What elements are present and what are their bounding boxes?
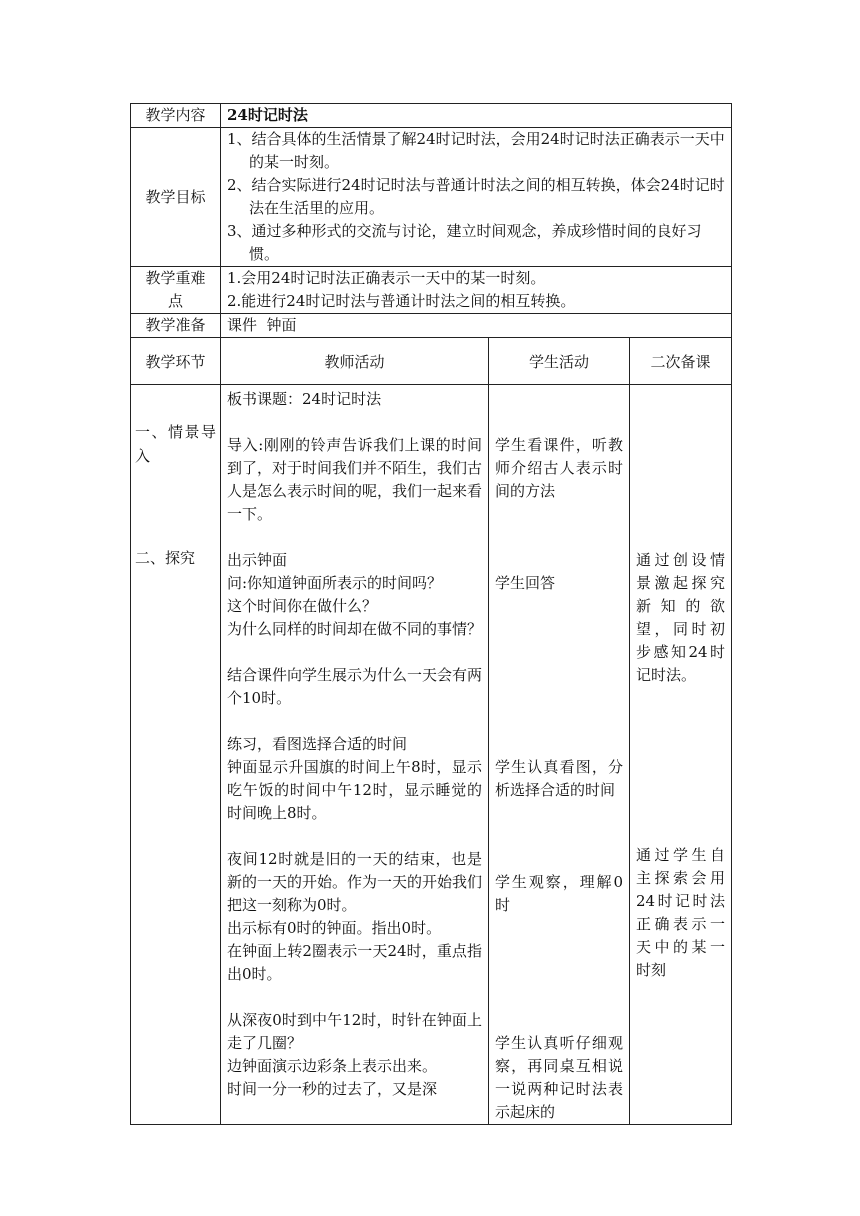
teacher-line: 出示钟面 xyxy=(227,551,288,569)
teacher-line: 时间一分一秒的过去了，又是深 xyxy=(227,1080,438,1098)
teacher-line: 钟面显示升国旗的时间上午8时，显示吃午饭的时间中午12时，显示睡觉的时间晚上8时。 xyxy=(227,758,482,822)
teacher-line: 这个时间你在做什么？ xyxy=(227,597,378,615)
teacher-line: 练习，看图选择合适的时间 xyxy=(227,735,408,753)
stage-cell xyxy=(131,385,221,1125)
column-header-student: 学生活动 xyxy=(489,338,630,385)
lesson-plan-table xyxy=(130,103,732,1125)
teacher-line: 结合课件向学生展示为什么一天会有两个10时。 xyxy=(227,666,483,707)
student-item: 学生看课件，听教师介绍古人表示时间的方法 xyxy=(495,436,623,500)
goal-item: 2、结合实际进行24时记时法与普通计时法之间的相互转换，体会24时记时法在生活里的应用。 xyxy=(227,176,725,217)
row-column-headers xyxy=(131,338,732,385)
notes-item: 通过创设情景激起探究新知的欲望，同时初步感知24时记时法。 xyxy=(636,551,726,684)
notes-item: 通过学生自主探索会用24时记时法正确表示一天中的某一时刻 xyxy=(636,846,726,979)
goals-cell xyxy=(221,128,732,267)
stage-intro: 一、情景导入 xyxy=(135,423,216,465)
student-item: 学生认真看图，分析选择合适的时间 xyxy=(495,758,623,799)
teacher-line: 板书课题：24时记时法 xyxy=(227,390,382,408)
teacher-line: 边钟面演示边彩条上表示出来。 xyxy=(227,1057,438,1075)
teacher-line: 问:你知道钟面所表示的时间吗？ xyxy=(227,574,443,592)
content-value: 24时记时法 xyxy=(221,104,732,128)
row-prep xyxy=(131,314,732,338)
teacher-line: 导入:刚刚的铃声告诉我们上课的时间到了，对于时间我们并不陌生，我们古人是怎么表示时间的呢，我们一起来看一下。 xyxy=(227,436,483,523)
stage-explore: 二、探究 xyxy=(135,549,196,567)
row-keypoints xyxy=(131,267,732,314)
goal-item: 3、通过多种形式的交流与讨论，建立时间观念，养成珍惜时间的良好习惯。 xyxy=(227,222,702,263)
teacher-line: 夜间12时就是旧的一天的结束，也是新的一天的开始。作为一天的开始我们把这一刻称为0时。 xyxy=(227,850,483,914)
keypoints-label: 教学重难点 xyxy=(131,267,221,314)
student-item: 学生观察，理解0时 xyxy=(495,873,623,914)
prep-value: 课件 钟面 xyxy=(221,314,732,338)
teacher-line: 在钟面上转2圈表示一天24时，重点指出0时。 xyxy=(227,942,482,983)
student-activity-cell xyxy=(489,385,630,1125)
column-header-teacher: 教师活动 xyxy=(221,338,489,385)
row-goals xyxy=(131,128,732,267)
prep-label: 教学准备 xyxy=(131,314,221,338)
keypoint-item: 1.会用24时记时法正确表示一天中的某一时刻。 xyxy=(227,269,546,287)
goal-item: 1、结合具体的生活情景了解24时记时法，会用24时记时法正确表示一天中的某一时刻。 xyxy=(227,130,725,171)
teacher-activity-cell xyxy=(221,385,489,1125)
goals-label: 教学目标 xyxy=(131,128,221,267)
student-item: 学生回答 xyxy=(495,574,556,592)
student-item: 学生认真听仔细观察，再同桌互相说一说两种记时法表示起床的 xyxy=(495,1034,623,1121)
keypoints-cell xyxy=(221,267,732,314)
teacher-line: 出示标有0时的钟面。指出0时。 xyxy=(227,919,442,937)
row-activities xyxy=(131,385,732,1125)
notes-cell xyxy=(630,385,732,1125)
keypoint-item: 2.能进行24时记时法与普通计时法之间的相互转换。 xyxy=(227,292,576,310)
content-label: 教学内容 xyxy=(131,104,221,128)
column-header-stage: 教学环节 xyxy=(131,338,221,385)
row-content xyxy=(131,104,732,128)
teacher-line: 从深夜0时到中午12时，时针在钟面上走了几圈？ xyxy=(227,1011,482,1052)
teacher-line: 为什么同样的时间却在做不同的事情？ xyxy=(227,620,483,638)
column-header-notes: 二次备课 xyxy=(630,338,732,385)
